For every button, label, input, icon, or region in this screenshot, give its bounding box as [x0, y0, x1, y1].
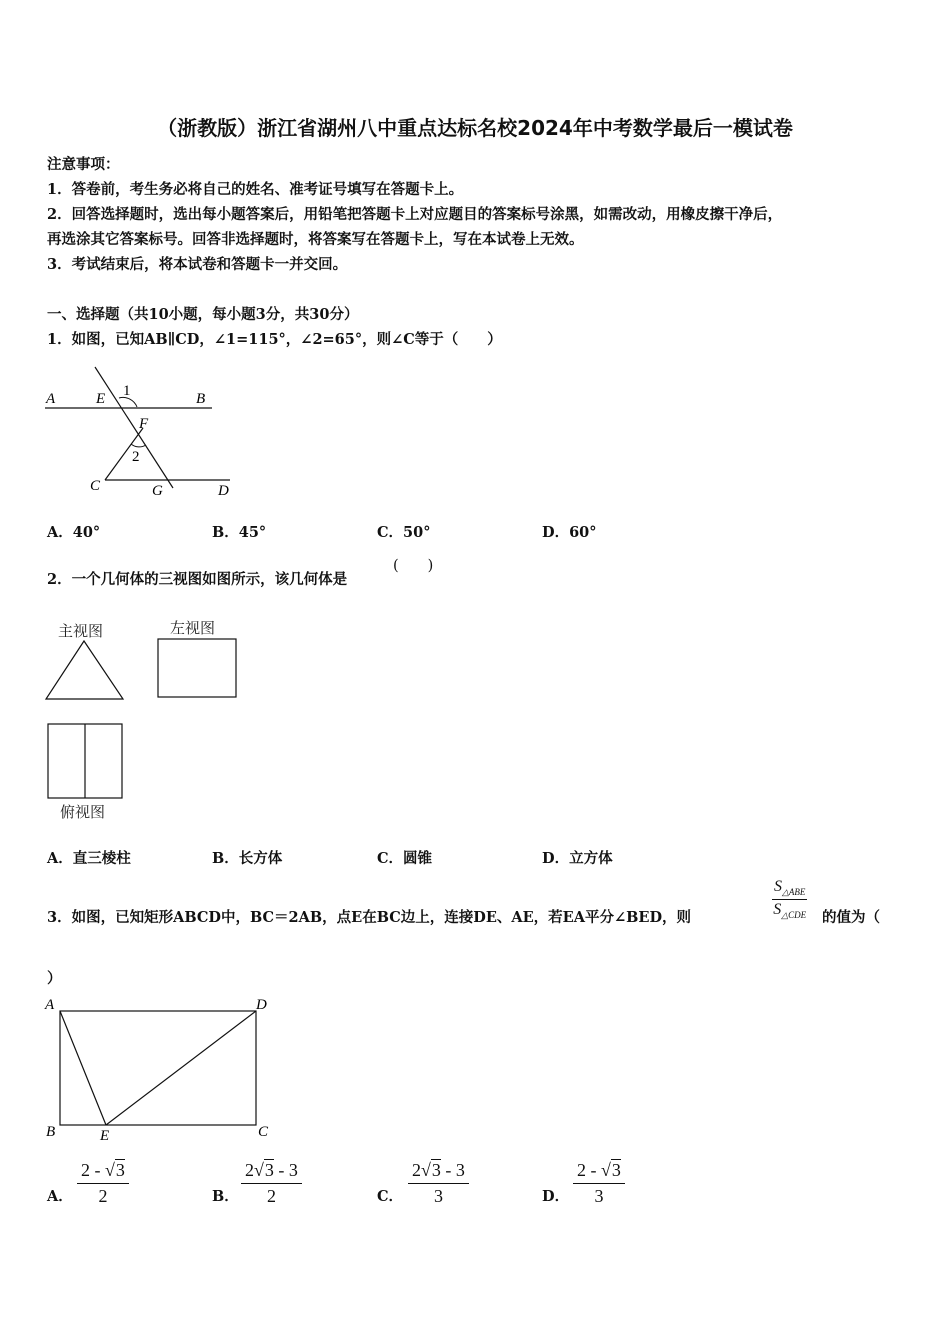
question-2-paren: ( ) — [393, 558, 434, 574]
question-3-figure — [40, 994, 280, 1144]
label-C: C — [90, 478, 101, 494]
option-b: B．45° — [212, 524, 267, 541]
question-1-figure — [40, 362, 240, 502]
label-angle-1: 1 — [123, 383, 131, 399]
option-a: A．直三棱柱 — [47, 850, 131, 867]
note-item: 1．答卷前，考生务必将自己的姓名、准考证号填写在答题卡上。 — [47, 181, 464, 198]
option-c-value: $\frac{2√3 - 3}{3}$ — [408, 1160, 469, 1207]
question-2-text: 2．一个几何体的三视图如图所示，该几何体是 — [47, 571, 348, 588]
label-A: A — [46, 391, 56, 407]
caption-front-view: 主视图 — [58, 622, 104, 640]
option-b-letter: B． — [212, 1188, 239, 1205]
option-a-letter: A． — [47, 1188, 73, 1205]
label-angle-2: 2 — [132, 449, 140, 465]
label-E: E — [100, 1128, 110, 1144]
section-heading: 一、选择题（共10小题，每小题3分，共30分） — [47, 306, 359, 323]
option-b-value: $\frac{2√3 - 3}{2}$ — [241, 1160, 302, 1207]
label-B: B — [46, 1124, 56, 1140]
option-b: B．长方体 — [212, 850, 283, 867]
label-B: B — [196, 391, 206, 407]
notes-heading: 注意事项： — [47, 156, 120, 173]
option-a-value: $\frac{2 - √3}{2}$ — [77, 1160, 129, 1207]
question-1-text: 1．如图，已知AB∥CD，∠1=115°，∠2=65°，则∠C等于（ ） — [47, 331, 502, 348]
page-title: （浙教版）浙江省湖州八中重点达标名校2024年中考数学最后一模试卷 — [157, 116, 793, 140]
question-2-figure — [40, 636, 250, 806]
caption-top-view: 俯视图 — [60, 803, 106, 821]
left-view-rectangle — [158, 639, 236, 697]
option-c: C．50° — [377, 524, 431, 541]
option-c-letter: C． — [377, 1188, 404, 1205]
question-3-close-paren: ） — [47, 970, 62, 987]
area-ratio: $\frac{S_{\triangle ABE}}{S_{\triangle CDE}}$ — [773, 878, 807, 921]
caption-left-view: 左视图 — [170, 619, 216, 637]
option-a: A．40° — [47, 524, 101, 541]
option-d-value: $\frac{2 - √3}{3}$ — [573, 1160, 625, 1207]
option-d: D．60° — [542, 524, 597, 541]
note-item: 3．考试结束后，将本试卷和答题卡一并交回。 — [47, 256, 348, 273]
note-item: 再选涂其它答案标号。回答非选择题时，将答案写在答题卡上，写在本试卷上无效。 — [47, 231, 584, 248]
question-3-text: 3．如图，已知矩形ABCD中，BC＝2AB，点E在BC边上，连接DE、AE，若EA平分∠BED，则 — [47, 909, 692, 926]
option-c: C．圆锥 — [377, 850, 433, 867]
label-A: A — [45, 997, 55, 1013]
label-C: C — [258, 1124, 269, 1140]
label-D: D — [256, 997, 267, 1013]
label-E: E — [96, 391, 106, 407]
option-d-letter: D． — [542, 1188, 570, 1205]
option-d: D．立方体 — [542, 850, 613, 867]
label-D: D — [218, 483, 229, 499]
question-3-text-end: 的值为（ — [822, 909, 880, 926]
front-view-triangle — [46, 641, 123, 699]
note-item: 2．回答选择题时，选出每小题答案后，用铅笔把答题卡上对应题目的答案标号涂黑，如需改动，用橡皮擦干净后， — [47, 206, 783, 223]
label-F: F — [139, 416, 149, 432]
label-G: G — [152, 483, 163, 499]
